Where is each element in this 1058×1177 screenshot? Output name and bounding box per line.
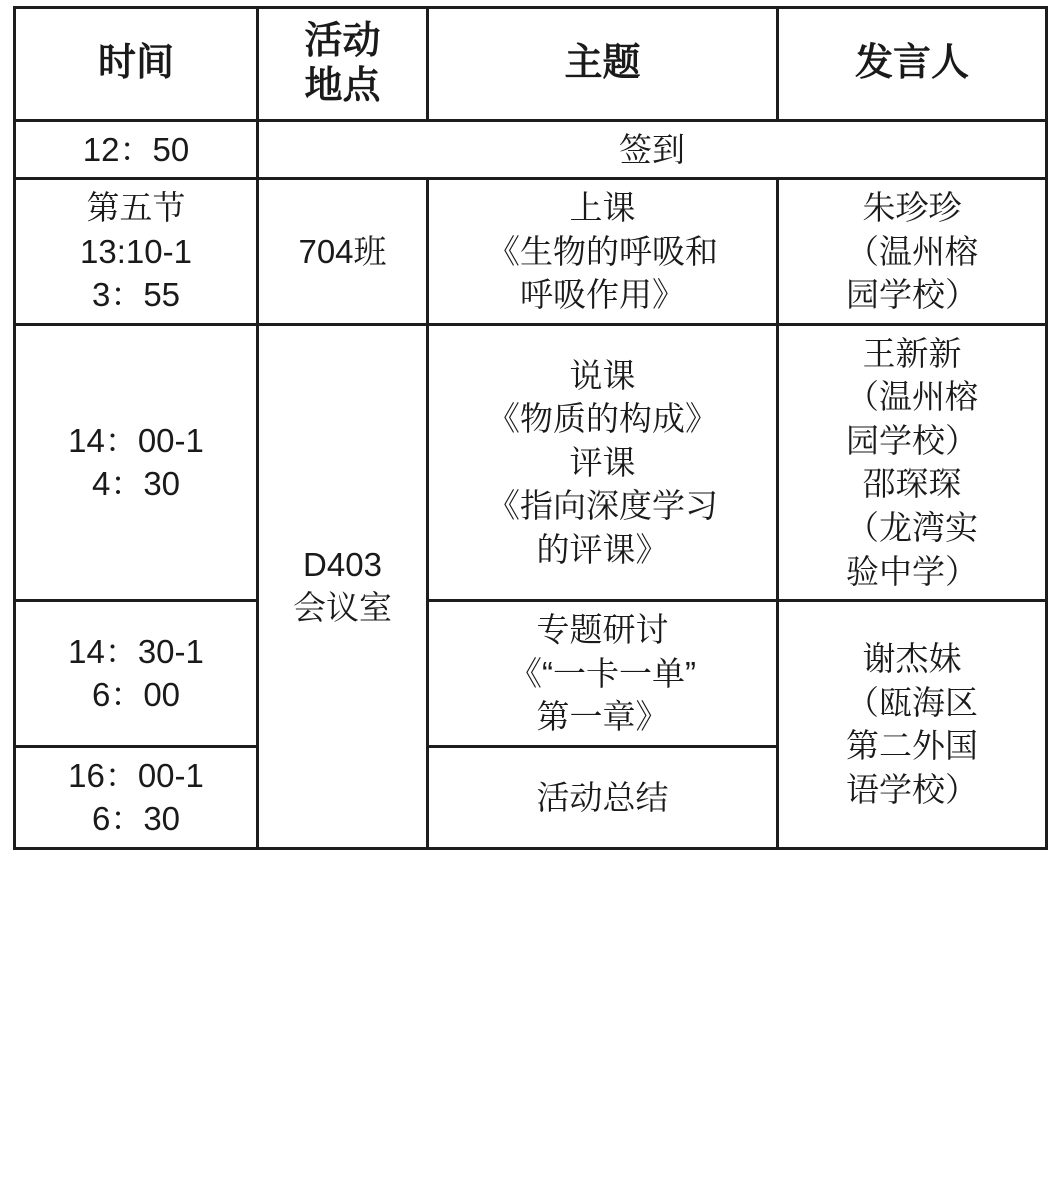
column-header-place (258, 8, 428, 121)
table-header-row (15, 8, 1047, 121)
column-header-place-line2: 地点 (304, 64, 381, 107)
place-line: 会议室 (293, 589, 392, 627)
topic-line: 专题研讨 (536, 611, 669, 649)
topic-line: 的评课》 (536, 530, 669, 568)
column-header-place-line1: 活动 (304, 20, 381, 62)
column-header-topic-label: 主题 (564, 42, 641, 85)
cell-topic (428, 601, 778, 747)
time-line: 14：00-1 (68, 421, 204, 459)
table-row (15, 324, 1047, 600)
column-header-speaker-label: 发言人 (854, 42, 969, 85)
time-line: 6：00 (91, 676, 181, 714)
column-header-time (15, 8, 258, 121)
cell-topic (428, 746, 778, 848)
time-line: 第五节 (86, 189, 186, 227)
cell-place (258, 179, 428, 325)
speaker-line: （龙湾实 (846, 509, 978, 547)
time-line: 4：30 (91, 465, 181, 503)
table-row (15, 179, 1047, 325)
speaker-line: （温州榕 (846, 232, 978, 270)
schedule-table (13, 6, 1048, 850)
place-line: D403 (303, 545, 382, 583)
cell-time (15, 324, 258, 600)
time-line: 14：30-1 (68, 632, 204, 670)
cell-topic (428, 324, 778, 600)
topic-line: 《生物的呼吸和 (487, 232, 718, 270)
topic-line: 第一章》 (536, 698, 669, 736)
time-line: 3：55 (91, 276, 181, 314)
cell-signin-merged (258, 120, 1047, 179)
cell-time (15, 120, 258, 179)
topic-line: 上课 (569, 189, 636, 227)
cell-topic (428, 179, 778, 325)
cell-speaker-merged (778, 601, 1047, 849)
speaker-line: 园学校） (846, 276, 978, 314)
document-page (0, 6, 1058, 1177)
speaker-line: 语学校） (846, 771, 978, 809)
table-row (15, 120, 1047, 179)
cell-time (15, 179, 258, 325)
column-header-speaker (778, 8, 1047, 121)
cell-speaker (778, 179, 1047, 325)
speaker-line: （温州榕 (846, 378, 978, 416)
speaker-line: 邵琛琛 (862, 465, 962, 503)
speaker-line: 王新新 (862, 334, 962, 372)
speaker-line: 园学校） (846, 421, 978, 459)
time-line: 6：30 (91, 800, 181, 838)
speaker-line: 朱珍珍 (862, 189, 962, 227)
cell-speaker (778, 324, 1047, 600)
topic-line: 评课 (569, 443, 636, 481)
column-header-time-label: 时间 (97, 42, 174, 85)
cell-place-merged (258, 324, 428, 848)
topic-line: 《物质的构成》 (487, 400, 718, 438)
table-row (15, 601, 1047, 747)
time-line: 13:10-1 (80, 232, 192, 270)
topic-line: 活动总结 (536, 778, 669, 816)
speaker-line: （瓯海区 (846, 683, 978, 721)
speaker-line: 谢杰妹 (862, 640, 962, 678)
place-line: 704班 (298, 232, 387, 270)
topic-line: 《指向深度学习 (487, 487, 718, 525)
topic-line: 《“一卡一单” (509, 654, 696, 692)
signin-label: 签到 (619, 130, 685, 168)
cell-time (15, 601, 258, 747)
topic-line: 说课 (569, 356, 636, 394)
time-line: 16：00-1 (68, 756, 204, 794)
speaker-line: 验中学） (846, 552, 978, 590)
time-line: 12：50 (82, 130, 190, 168)
column-header-topic (428, 8, 778, 121)
topic-line: 呼吸作用》 (520, 276, 685, 314)
speaker-line: 第二外国 (846, 727, 978, 765)
cell-time (15, 746, 258, 848)
